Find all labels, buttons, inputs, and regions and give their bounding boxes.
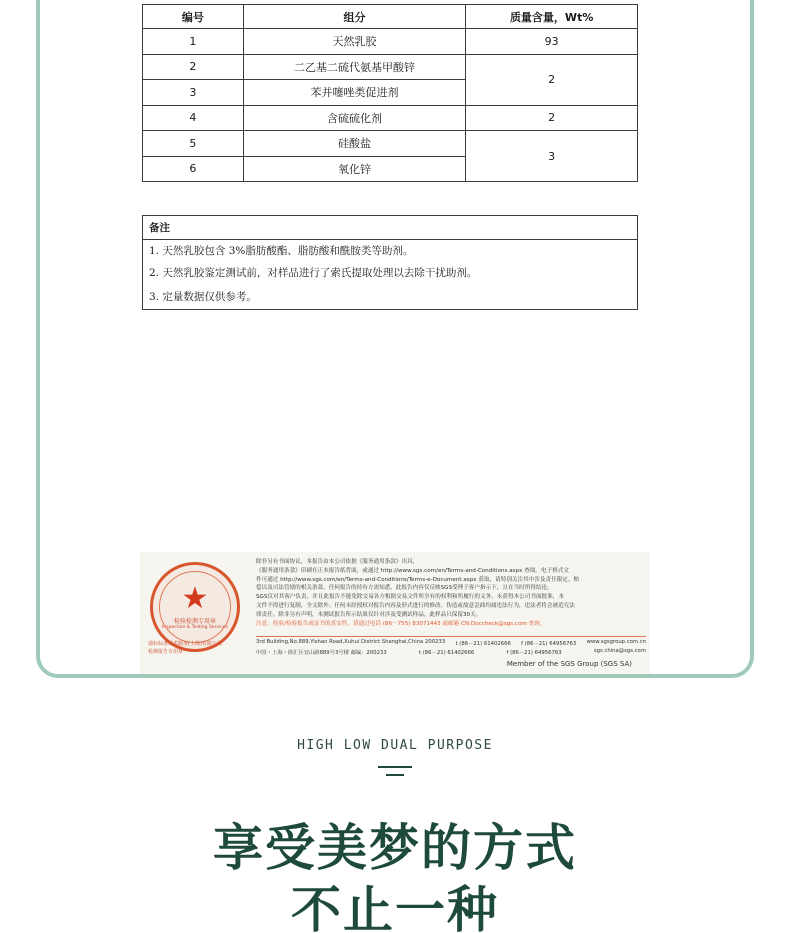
notes-table [142, 215, 638, 310]
cell-number: 6 [143, 156, 244, 182]
seal-caption [148, 640, 222, 656]
telephone: t (86－21) 61402666 [455, 641, 511, 647]
cell-component: 氧化锌 [243, 156, 466, 182]
cell-component: 苯并噻唑类促进剂 [243, 80, 466, 106]
telephone: t (86－21) 61402666 [418, 650, 475, 656]
address-en: 3rd Building,No.889,Yishan Road,Xuhui District Shanghai,China 200233 [256, 639, 446, 645]
cell-component: 含硫硫化剂 [243, 105, 466, 131]
divider-icon [378, 766, 412, 778]
notes-header: 备注 [143, 216, 638, 240]
column-header-mass-content: 质量含量，Wt% [466, 5, 638, 29]
sgs-address [256, 636, 646, 657]
cell-number: 2 [143, 54, 244, 80]
address-row-en [256, 639, 646, 648]
cell-component: 二乙基二硫代氨基甲酸锌 [243, 54, 466, 80]
note-item: 1. 天然乳胶包含 3%脂肪酸酯、脂肪酸和酰胺类等助剂。 [143, 240, 638, 262]
terms-line: SGS仅对其客户负责，并且此报告不能免除交易各方根据交易文件所享有的权利和所履行的义务。未获得本公司书面批准，本 [256, 594, 564, 601]
composition-table [142, 4, 638, 182]
cell-component: 硅酸盐 [243, 131, 466, 157]
headline-line-1: 享受美梦的方式 [213, 819, 577, 877]
cell-number: 1 [143, 29, 244, 55]
cell-number: 4 [143, 105, 244, 131]
fax: f (86－21) 64956763 [521, 641, 577, 647]
terms-line: 文件不得进行复制，全文除外。任何未经授权对报告内容及形式进行的修改、伪造或故意歪曲均属违法行为，违法者将会被追究法 [256, 602, 575, 609]
terms-line: 律责任。除非另有声明，本测试报告所示结果仅针对涉及受测试样品，此样品只保留30天。 [256, 611, 482, 618]
terms-text [256, 558, 644, 628]
verification-notice: 注意：检验/检验报告或证书的真实性，请通过电话 (86－755) 83071443 或邮箱 CN.Doccheck@sgs.com 查询。 [256, 620, 546, 627]
cell-number: 5 [143, 131, 244, 157]
table-row [143, 105, 638, 131]
terms-line: 《服务通用条款》印刷在正本报告纸背面，或通过 http://www.sgs.com/en/Terms-and-Conditions.aspx 查阅。电子格式文 [256, 567, 569, 574]
seal-english: Inspection & Testing Services [162, 625, 228, 630]
seal-name: 检验检测专用章 [173, 618, 216, 625]
seal-caption-line: 检测报告专用章 [148, 649, 184, 655]
cell-mass-content: 2 [466, 54, 638, 105]
sgs-footer [140, 552, 650, 674]
terms-line: 偿以及司法管辖的相关条款。任何报告的持有方需知悉，此报告内容仅反映SGS受理于客户指示下，且在当时所得结论。 [256, 585, 553, 592]
seal-caption-line: 通标标准技术服务(上海)有限公司 [148, 641, 222, 647]
website: www.sgsgroup.com.cn [586, 639, 646, 645]
note-item: 3. 定量数据仅供参考。 [143, 284, 638, 310]
cell-component: 天然乳胶 [243, 29, 466, 55]
address-row-cn [256, 648, 646, 657]
cell-mass-content: 3 [466, 131, 638, 182]
table-header-row [143, 5, 638, 29]
headline-line-2: 不止一种 [291, 881, 499, 933]
column-header-component: 组分 [243, 5, 466, 29]
terms-line: 件可通过 http://www.sgs.com/en/Terms-and-Conditions/Terms-e-Document.aspx 获取，请特别关注其中涉及责任限定、赔 [256, 576, 580, 583]
section-subtitle: HIGH LOW DUAL PURPOSE [297, 738, 493, 753]
star-icon: ★ [181, 581, 209, 616]
official-seal [150, 562, 240, 652]
cell-number: 3 [143, 80, 244, 106]
sgs-member-note: Member of the SGS Group (SGS SA) [506, 660, 632, 668]
address-cn: 中国・上海・徐汇区宜山路889号3号楼 邮编：200233 [256, 650, 387, 656]
terms-line: 除非另有书面协议，本报告由本公司依据《服务通用条款》出具， [256, 559, 419, 565]
seal-ring [159, 571, 231, 643]
fax: f (86－21) 64956763 [506, 650, 562, 656]
column-header-number: 编号 [143, 5, 244, 29]
table-row [143, 54, 638, 80]
email: sgs.china@sgs.com [593, 648, 646, 654]
table-row [143, 131, 638, 157]
cell-mass-content: 2 [466, 105, 638, 131]
cell-mass-content: 93 [466, 29, 638, 55]
table-row [143, 29, 638, 55]
note-item: 2. 天然乳胶鉴定测试前，对样品进行了索氏提取处理以去除干扰助剂。 [143, 262, 638, 284]
